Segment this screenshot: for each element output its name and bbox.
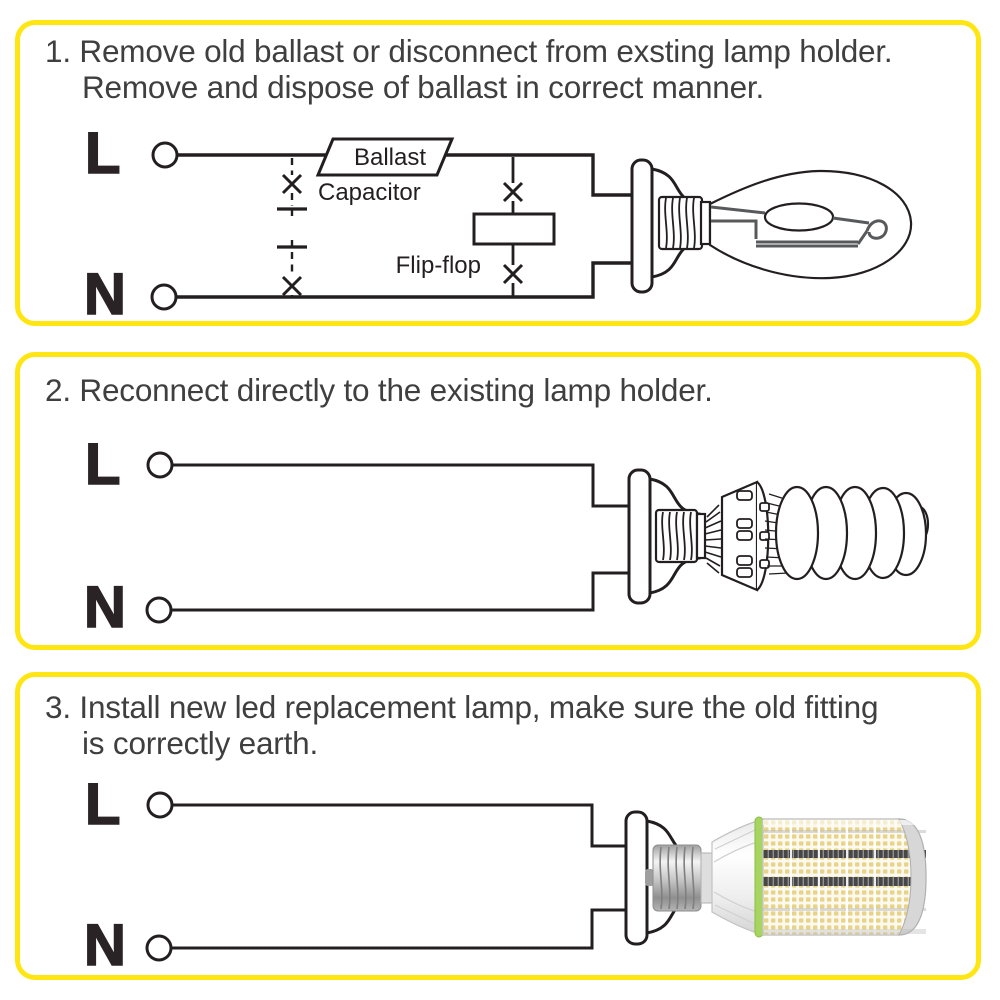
ballast-label: Ballast	[353, 144, 427, 171]
step-1-title-line-1: 1. Remove old ballast or disconnect from exsting lamp holder.	[45, 33, 893, 69]
step-3-title-line-2: is correctly earth.	[82, 725, 319, 761]
ballast-symbol	[318, 139, 452, 175]
neutral-wire	[171, 573, 630, 610]
step-3-title	[45, 689, 878, 761]
neutral-terminal-circle	[152, 285, 176, 309]
neutral-terminal-circle	[147, 936, 171, 960]
neutral-terminal-label: N	[84, 575, 126, 640]
live-wire	[172, 805, 628, 846]
neutral-terminal-label: N	[84, 913, 126, 975]
step-1-title	[45, 33, 892, 105]
step-2-title-line-1: 2. Reconnect directly to the existing lamp holder.	[45, 372, 713, 408]
step-1-panel	[15, 20, 981, 326]
flipflop-branch	[396, 157, 554, 296]
cfl-lamp-icon	[656, 482, 928, 590]
live-terminal-label: L	[85, 121, 121, 186]
led-corn-lamp-icon	[645, 817, 926, 937]
neutral-terminal-label: N	[84, 262, 126, 321]
live-terminal-label: L	[85, 772, 121, 837]
live-terminal-circle	[153, 143, 177, 167]
capacitor-label: Capacitor	[318, 179, 421, 206]
flipflop-label: Flip-flop	[395, 252, 481, 279]
hid-lamp-icon	[659, 171, 911, 278]
step-2-panel	[15, 352, 981, 650]
step-3-panel	[15, 672, 981, 980]
live-terminal-circle	[148, 793, 172, 817]
step-3-title-line-1: 3. Install new led replacement lamp, make sure the old fitting	[45, 689, 879, 725]
step-2-title	[45, 372, 713, 408]
neutral-wire	[171, 910, 628, 948]
live-terminal-label: L	[85, 432, 121, 497]
live-terminal-circle	[148, 453, 172, 477]
neutral-terminal-circle	[147, 598, 171, 622]
live-wire-to-holder	[445, 155, 633, 195]
green-accent-ring	[755, 817, 763, 937]
step-1-title-line-2: Remove and dispose of ballast in correct manner.	[82, 69, 765, 105]
live-wire	[172, 465, 630, 506]
